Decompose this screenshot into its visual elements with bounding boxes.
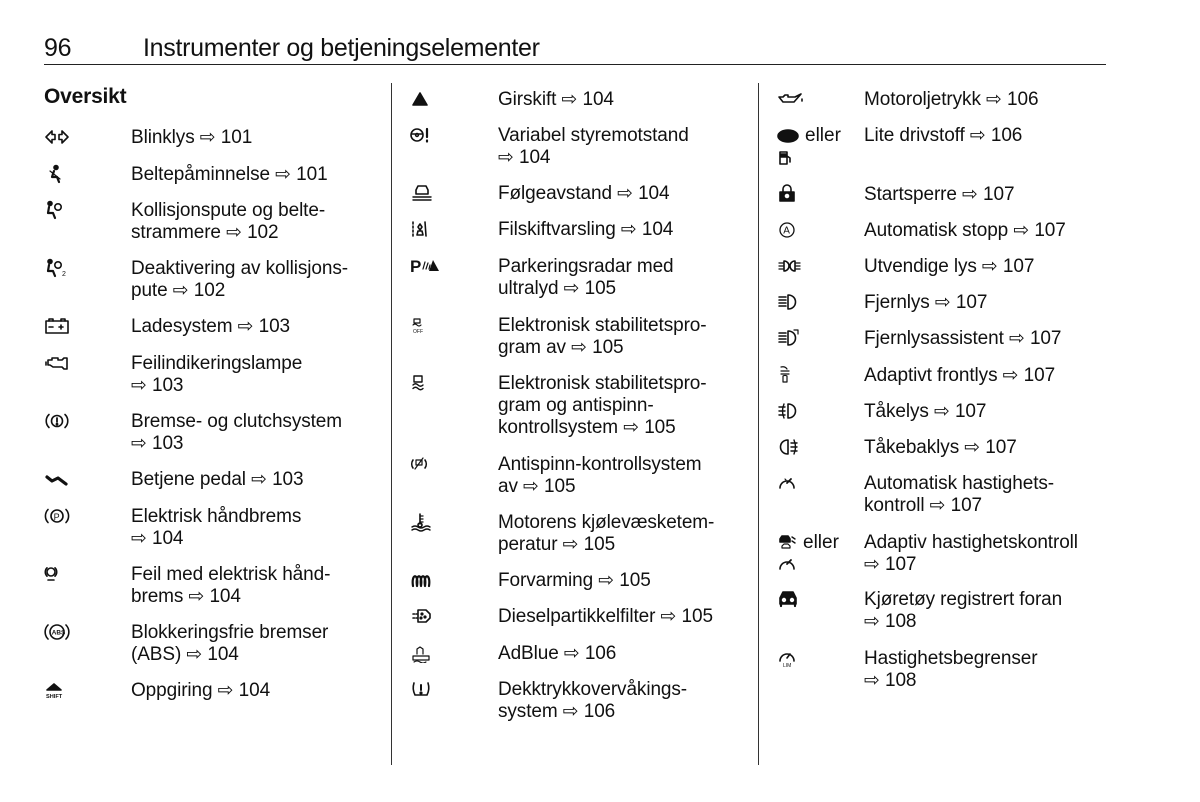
svg-text:SHIFT: SHIFT <box>46 694 63 700</box>
adaptive-cruise-icon <box>777 532 864 554</box>
entry-label <box>864 328 1107 350</box>
entry-label <box>864 365 1107 387</box>
entry-label <box>498 570 745 592</box>
entry-label <box>864 89 1107 111</box>
entry-label <box>498 606 745 628</box>
list-item <box>410 183 745 205</box>
entry-label <box>864 589 1107 633</box>
column-divider <box>391 83 392 765</box>
svg-text:2: 2 <box>62 271 66 278</box>
list-item <box>410 606 745 628</box>
rear-fog-light-icon <box>777 437 864 459</box>
entry-label-line: Tåkebaklys ⇨ 107 <box>864 437 1017 458</box>
entry-label-line: Hastighetsbegrenser <box>864 648 1038 669</box>
entry-label <box>131 506 374 550</box>
list-item <box>410 454 745 498</box>
upshift-icon <box>44 680 131 702</box>
entry-label <box>498 315 745 359</box>
entry-label <box>131 622 374 666</box>
entry-label-line: Feilindikeringslampe <box>131 353 303 374</box>
page-title: Instrumenter og betjeningselementer <box>143 34 540 62</box>
list-item <box>44 316 374 338</box>
page-number: 96 <box>44 34 72 62</box>
entry-label <box>864 648 1107 692</box>
entry-label <box>864 532 1107 576</box>
entry-label-line: Blinklys ⇨ 101 <box>131 127 253 148</box>
entry-label-line: Motoroljetrykk ⇨ 106 <box>864 89 1039 110</box>
entry-label-line: Elektronisk stabilitetspro- <box>498 315 707 336</box>
entry-label-line: Blokkeringsfrie bremser <box>131 622 329 643</box>
airbag-icon <box>44 200 131 222</box>
entry-label-line: Automatisk stopp ⇨ 107 <box>864 220 1066 241</box>
list-item <box>410 570 745 592</box>
auto-stop-icon <box>777 220 864 242</box>
airbag-deactivation-icon <box>44 258 131 280</box>
entry-label <box>864 292 1107 314</box>
entry-label-line: (ABS) ⇨ 104 <box>131 644 239 665</box>
entry-label-line: Ladesystem ⇨ 103 <box>131 316 291 337</box>
entry-label <box>131 353 374 397</box>
entry-label-line: Betjene pedal ⇨ 103 <box>131 469 304 490</box>
svg-text:LIM: LIM <box>783 663 792 668</box>
entry-label-line: ⇨ 108 <box>864 611 917 632</box>
entry-label-line: Filskiftvarsling ⇨ 104 <box>498 219 674 240</box>
entry-label <box>498 219 745 241</box>
entry-label-line: peratur ⇨ 105 <box>498 534 616 555</box>
list-item <box>44 680 374 702</box>
entry-label-line: Tåkelys ⇨ 107 <box>864 401 987 422</box>
entry-label-line: Elektrisk håndbrems <box>131 506 302 527</box>
pedal-icon <box>44 469 131 491</box>
gear-shift-icon <box>410 89 498 111</box>
svg-text:OFF: OFF <box>413 329 423 335</box>
list-item <box>777 328 1107 350</box>
diesel-particle-filter-icon <box>410 606 498 628</box>
adblue-icon <box>410 643 498 665</box>
entry-label-line: Bremse- og clutchsystem <box>131 411 342 432</box>
entry-label-line: ⇨ 104 <box>498 147 551 168</box>
entry-label-line: Utvendige lys ⇨ 107 <box>864 256 1035 277</box>
entry-label <box>131 316 374 338</box>
list-item <box>410 256 745 300</box>
entry-label <box>864 184 1107 206</box>
list-item <box>44 622 374 666</box>
steering-icon <box>410 125 498 147</box>
entry-label-line: ultralyd ⇨ 105 <box>498 278 617 299</box>
section-title: Oversikt <box>44 85 127 108</box>
entry-label-line: Feil med elektrisk hånd- <box>131 564 331 585</box>
list-item <box>777 256 1107 278</box>
entry-label <box>498 125 745 169</box>
entry-label-line: gram og antispinn- <box>498 395 654 416</box>
entry-label <box>864 125 1107 147</box>
list-item <box>777 365 1107 387</box>
list-item <box>410 89 745 111</box>
list-item <box>777 589 1107 633</box>
entry-label-line: Motorens kjølevæsketem- <box>498 512 715 533</box>
entry-label-line: strammere ⇨ 102 <box>131 222 279 243</box>
entry-label <box>864 220 1107 242</box>
turn-signal-icon <box>44 127 131 149</box>
column-divider <box>758 83 759 765</box>
svg-text:P: P <box>410 257 422 276</box>
list-item <box>777 473 1107 517</box>
entry-label-line: Kollisjonspute og belte- <box>131 200 326 221</box>
list-item <box>410 219 745 241</box>
entry-label-line: kontrollsystem ⇨ 105 <box>498 417 676 438</box>
entry-label-line: Dieselpartikkelfilter ⇨ 105 <box>498 606 713 627</box>
entry-label <box>498 454 745 498</box>
entry-label <box>498 89 745 111</box>
list-item <box>410 512 745 556</box>
tire-pressure-icon <box>410 679 498 701</box>
entry-label <box>498 373 745 439</box>
following-distance-icon <box>410 183 498 205</box>
list-item <box>410 643 745 665</box>
entry-label-line: AdBlue ⇨ 106 <box>498 643 617 664</box>
entry-label-line: Forvarming ⇨ 105 <box>498 570 651 591</box>
list-item <box>44 469 374 491</box>
entry-label-line: kontroll ⇨ 107 <box>864 495 983 516</box>
entry-label-line: gram av ⇨ 105 <box>498 337 624 358</box>
entry-label <box>131 411 374 455</box>
entry-label-line: ⇨ 108 <box>864 670 917 691</box>
lane-departure-icon <box>410 219 498 241</box>
entry-label <box>864 473 1107 517</box>
list-item <box>777 220 1107 242</box>
high-beam-icon <box>777 292 864 314</box>
entry-label-line: brems ⇨ 104 <box>131 586 241 607</box>
adaptive-cruise-or-label: eller <box>803 532 839 553</box>
entry-label <box>131 164 374 186</box>
entry-label-line: Girskift ⇨ 104 <box>498 89 614 110</box>
engine-check-icon <box>44 353 131 375</box>
immobilizer-icon <box>777 184 864 206</box>
entry-label <box>131 127 374 149</box>
entry-label <box>131 258 374 302</box>
entry-label-line: Startsperre ⇨ 107 <box>864 184 1015 205</box>
list-item <box>44 127 374 149</box>
entry-label-line: Oppgiring ⇨ 104 <box>131 680 271 701</box>
adaptive-headlight-icon <box>777 365 864 387</box>
coolant-temperature-icon <box>410 512 498 534</box>
battery-icon <box>44 316 131 338</box>
list-item <box>777 648 1107 692</box>
list-item <box>44 164 374 186</box>
entry-label-line: Parkeringsradar med <box>498 256 674 277</box>
list-item <box>410 679 745 723</box>
entry-label-line: ⇨ 103 <box>131 433 184 454</box>
list-item <box>410 373 745 439</box>
entry-label-line: Lite drivstoff ⇨ 106 <box>864 125 1023 146</box>
list-item <box>777 125 1107 147</box>
oil-pressure-icon <box>777 89 864 111</box>
entry-label-line: Variabel styremotstand <box>498 125 689 146</box>
brake-system-icon <box>44 411 131 433</box>
cruise-control-icon <box>777 473 864 495</box>
entry-label-line: ⇨ 107 <box>864 554 917 575</box>
entry-label-line: Deaktivering av kollisjons- <box>131 258 348 279</box>
entry-label-line: Følgeavstand ⇨ 104 <box>498 183 670 204</box>
entry-label <box>864 401 1107 423</box>
entry-label <box>131 200 374 244</box>
entry-label-line: Adaptiv hastighetskontroll <box>864 532 1078 553</box>
entry-label-line: Adaptivt frontlys ⇨ 107 <box>864 365 1056 386</box>
entry-label-line: av ⇨ 105 <box>498 476 576 497</box>
parking-brake-icon <box>44 506 131 528</box>
vehicle-ahead-icon <box>777 589 864 611</box>
entry-label-line: Antispinn-kontrollsystem <box>498 454 702 475</box>
low-fuel-icon <box>777 125 864 147</box>
list-item <box>777 89 1107 111</box>
entry-label <box>498 679 745 723</box>
entry-label <box>498 512 745 556</box>
list-item <box>44 353 374 397</box>
svg-text:P: P <box>53 512 60 522</box>
fog-light-icon <box>777 401 864 423</box>
page-header <box>44 34 1106 65</box>
traction-control-off-icon <box>410 454 498 476</box>
list-item <box>777 401 1107 423</box>
svg-text:A: A <box>783 225 790 237</box>
list-item <box>777 184 1107 206</box>
entry-label-line: Fjernlys ⇨ 107 <box>864 292 988 313</box>
list-item <box>44 200 374 244</box>
entry-label-line: Automatisk hastighets- <box>864 473 1054 494</box>
entry-label-line: Elektronisk stabilitetspro- <box>498 373 707 394</box>
entry-label <box>498 183 745 205</box>
parking-brake-fault-icon <box>44 564 131 586</box>
entry-label <box>498 256 745 300</box>
list-item <box>44 506 374 550</box>
abs-icon <box>44 622 131 644</box>
list-item <box>777 532 1107 576</box>
list-item <box>777 437 1107 459</box>
exterior-lights-icon <box>777 256 864 278</box>
list-item <box>410 315 745 359</box>
list-item <box>410 125 745 169</box>
svg-text:ABS: ABS <box>51 629 66 637</box>
speed-limiter-icon <box>777 648 864 670</box>
entry-label <box>864 256 1107 278</box>
entry-label-line: ⇨ 104 <box>131 528 184 549</box>
entry-label <box>131 680 374 702</box>
entry-label <box>131 564 374 608</box>
entry-label <box>864 437 1107 459</box>
low-fuel-or-label: eller <box>805 125 841 146</box>
entry-label <box>498 643 745 665</box>
esp-icon <box>410 373 498 395</box>
high-beam-assist-icon <box>777 328 864 350</box>
list-item <box>44 411 374 455</box>
entry-label-line: Kjøretøy registrert foran <box>864 589 1063 610</box>
entry-label <box>131 469 374 491</box>
entry-label-line: system ⇨ 106 <box>498 701 616 722</box>
entry-label-line: Beltepåminnelse ⇨ 101 <box>131 164 328 185</box>
entry-label-line: pute ⇨ 102 <box>131 280 226 301</box>
esp-off-icon <box>410 315 498 337</box>
list-item <box>44 564 374 608</box>
entry-label-line: ⇨ 103 <box>131 375 184 396</box>
entry-label-line: Dekktrykkovervåkings- <box>498 679 688 700</box>
list-item <box>44 258 374 302</box>
seatbelt-reminder-icon <box>44 164 131 186</box>
entry-label-line: Fjernlysassistent ⇨ 107 <box>864 328 1062 349</box>
list-item <box>777 292 1107 314</box>
parking-radar-icon <box>410 256 498 278</box>
preheating-icon <box>410 570 498 592</box>
